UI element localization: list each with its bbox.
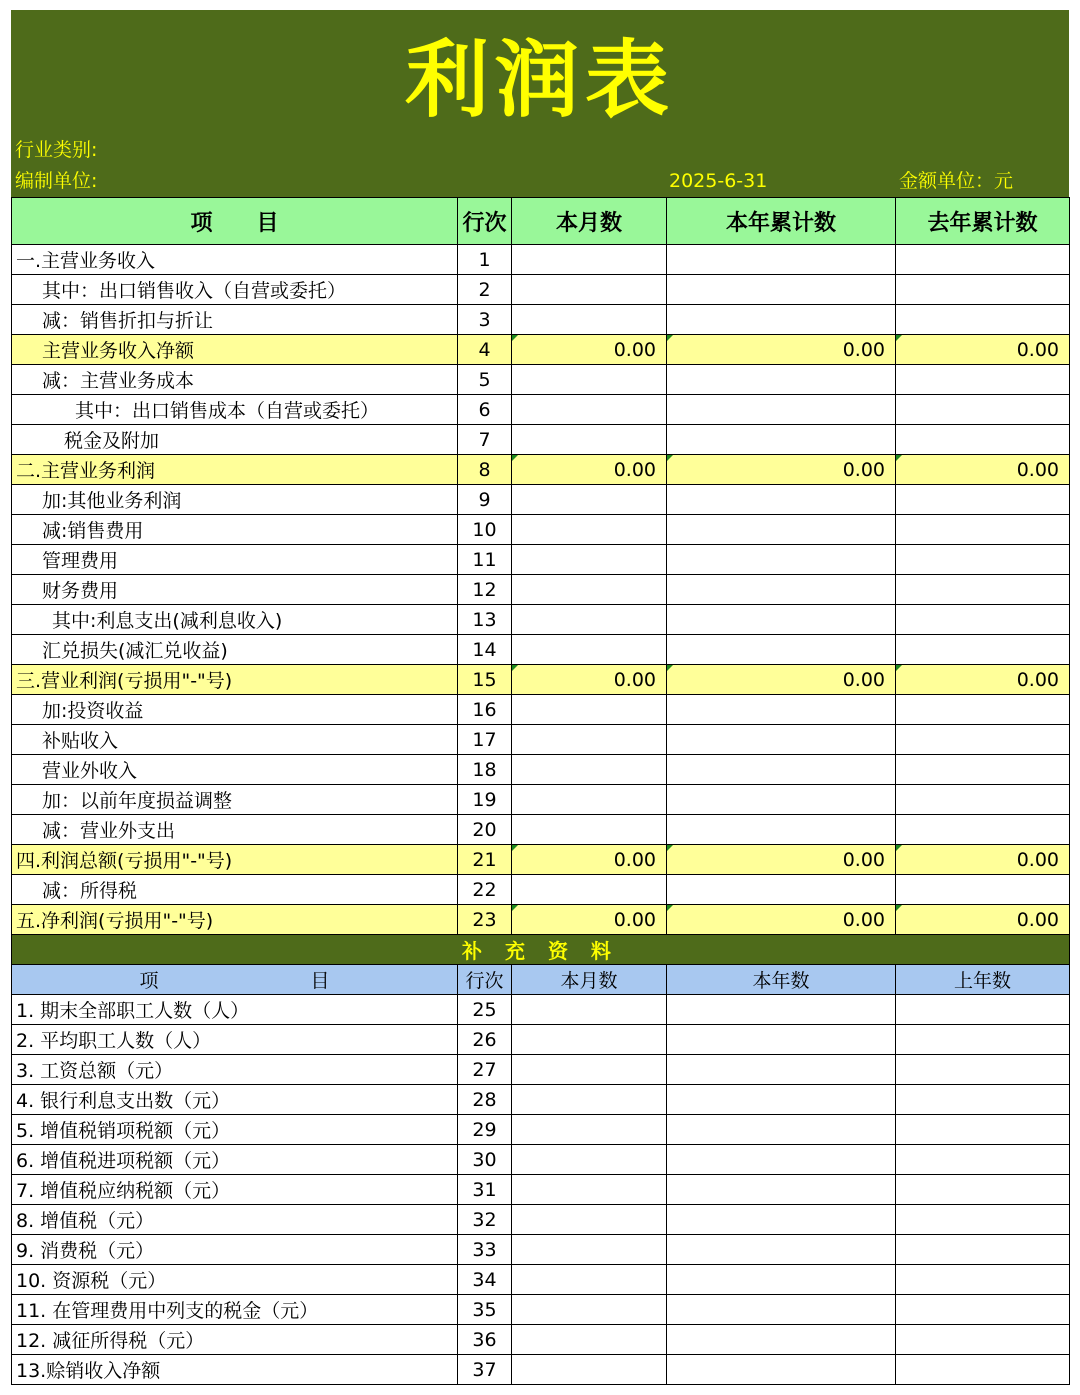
last-year-cell[interactable] — [896, 635, 1070, 665]
item-cell[interactable]: 加：以前年度损益调整 — [12, 785, 458, 815]
supp-this-month-cell[interactable] — [512, 1265, 667, 1295]
supp-item-cell[interactable]: 5. 增值税销项税额（元） — [12, 1115, 458, 1145]
supp-row-no-cell[interactable]: 33 — [458, 1235, 512, 1265]
item-cell[interactable]: 三.营业利润(亏损用"-"号) — [12, 665, 458, 695]
this-month-cell[interactable] — [512, 695, 667, 725]
supp-this-month-cell[interactable] — [512, 1055, 667, 1085]
supp-item-cell[interactable]: 11. 在管理费用中列支的税金（元） — [12, 1295, 458, 1325]
item-cell[interactable]: 税金及附加 — [12, 425, 458, 455]
this-month-cell[interactable] — [512, 485, 667, 515]
table-row — [12, 695, 1070, 725]
supp-item-cell[interactable]: 12. 减征所得税（元） — [12, 1325, 458, 1355]
last-year-cell[interactable] — [896, 245, 1070, 275]
supp-this-year-cell[interactable] — [667, 1055, 896, 1085]
supp-this-year-cell[interactable] — [667, 1205, 896, 1235]
supplement-row — [12, 995, 1070, 1025]
this-month-cell[interactable]: 0.00 — [512, 845, 667, 875]
supp-this-month-cell[interactable] — [512, 1205, 667, 1235]
supp-this-month-cell[interactable] — [512, 1295, 667, 1325]
table-row — [12, 455, 1070, 485]
ytd-cell[interactable] — [667, 395, 896, 425]
ytd-cell[interactable] — [667, 545, 896, 575]
last-year-cell[interactable] — [896, 875, 1070, 905]
supp-this-year-cell[interactable] — [667, 1265, 896, 1295]
item-cell[interactable]: 财务费用 — [12, 575, 458, 605]
table-row — [12, 305, 1070, 335]
ytd-cell[interactable]: 0.00 — [667, 905, 896, 935]
income-table — [11, 197, 1070, 1385]
ytd-cell[interactable] — [667, 275, 896, 305]
ytd-cell[interactable]: 0.00 — [667, 845, 896, 875]
ytd-cell[interactable]: 0.00 — [667, 455, 896, 485]
this-month-cell[interactable]: 0.00 — [512, 905, 667, 935]
supp-this-month-cell[interactable] — [512, 1115, 667, 1145]
supp-item-cell[interactable]: 7. 增值税应纳税额（元） — [12, 1175, 458, 1205]
header-item: 项 目 — [12, 198, 458, 245]
table-row — [12, 485, 1070, 515]
supp-header-last-year: 上年数 — [896, 965, 1070, 995]
this-month-cell[interactable] — [512, 755, 667, 785]
this-month-cell[interactable] — [512, 515, 667, 545]
this-month-cell[interactable]: 0.00 — [512, 335, 667, 365]
supp-item-cell[interactable]: 8. 增值税（元） — [12, 1205, 458, 1235]
row-no-cell[interactable]: 12 — [458, 575, 512, 605]
supp-last-year-cell[interactable] — [896, 1355, 1070, 1385]
this-month-cell[interactable]: 0.00 — [512, 665, 667, 695]
ytd-cell[interactable]: 0.00 — [667, 665, 896, 695]
supp-last-year-cell[interactable] — [896, 1265, 1070, 1295]
supp-row-no-cell[interactable]: 32 — [458, 1205, 512, 1235]
supp-this-month-cell[interactable] — [512, 1235, 667, 1265]
row-no-cell[interactable]: 14 — [458, 635, 512, 665]
ytd-cell[interactable] — [667, 245, 896, 275]
supplement-row — [12, 1085, 1070, 1115]
supplement-row — [12, 1355, 1070, 1385]
last-year-cell[interactable] — [896, 575, 1070, 605]
supp-this-month-cell[interactable] — [512, 1085, 667, 1115]
supp-this-year-cell[interactable] — [667, 1295, 896, 1325]
supplement-row — [12, 1115, 1070, 1145]
supplement-title: 补 充 资 料 — [12, 935, 1070, 965]
table-row — [12, 665, 1070, 695]
ytd-cell[interactable] — [667, 425, 896, 455]
supp-row-no-cell[interactable]: 27 — [458, 1055, 512, 1085]
last-year-cell[interactable]: 0.00 — [896, 455, 1070, 485]
supp-row-no-cell[interactable]: 29 — [458, 1115, 512, 1145]
supplement-row — [12, 1265, 1070, 1295]
supp-item-cell[interactable]: 4. 银行利息支出数（元） — [12, 1085, 458, 1115]
item-cell[interactable]: 其中：出口销售收入（自营或委托） — [12, 275, 458, 305]
item-cell[interactable]: 主营业务收入净额 — [12, 335, 458, 365]
supp-row-no-cell[interactable]: 25 — [458, 995, 512, 1025]
row-no-cell[interactable]: 5 — [458, 365, 512, 395]
supp-this-month-cell[interactable] — [512, 1325, 667, 1355]
table-row — [12, 755, 1070, 785]
header-this-month: 本月数 — [512, 198, 667, 245]
row-no-cell[interactable]: 7 — [458, 425, 512, 455]
last-year-cell[interactable] — [896, 305, 1070, 335]
row-no-cell[interactable]: 19 — [458, 785, 512, 815]
supp-last-year-cell[interactable] — [896, 1085, 1070, 1115]
supplement-row — [12, 1205, 1070, 1235]
item-cell[interactable]: 减：主营业务成本 — [12, 365, 458, 395]
report-date: 2025-6-31 — [669, 170, 768, 192]
header-last-year: 去年累计数 — [896, 198, 1070, 245]
row-no-cell[interactable]: 17 — [458, 725, 512, 755]
this-month-cell[interactable] — [512, 875, 667, 905]
this-month-cell[interactable] — [512, 245, 667, 275]
ytd-cell[interactable] — [667, 635, 896, 665]
industry-label: 行业类别: — [15, 139, 98, 161]
this-month-cell[interactable] — [512, 425, 667, 455]
supp-this-year-cell[interactable] — [667, 1325, 896, 1355]
supplement-row — [12, 1235, 1070, 1265]
this-month-cell[interactable] — [512, 395, 667, 425]
ytd-cell[interactable] — [667, 365, 896, 395]
item-cell[interactable]: 营业外收入 — [12, 755, 458, 785]
supplement-row — [12, 1325, 1070, 1355]
last-year-cell[interactable] — [896, 725, 1070, 755]
supp-this-month-cell[interactable] — [512, 1175, 667, 1205]
item-cell[interactable]: 汇兑损失(减汇兑收益) — [12, 635, 458, 665]
header-ytd: 本年累计数 — [667, 198, 896, 245]
supp-item-cell[interactable]: 6. 增值税进项税额（元） — [12, 1145, 458, 1175]
row-no-cell[interactable]: 23 — [458, 905, 512, 935]
last-year-cell[interactable] — [896, 545, 1070, 575]
row-no-cell[interactable]: 18 — [458, 755, 512, 785]
last-year-cell[interactable] — [896, 785, 1070, 815]
ytd-cell[interactable] — [667, 695, 896, 725]
supp-this-month-cell[interactable] — [512, 1355, 667, 1385]
supp-this-year-cell[interactable] — [667, 1145, 896, 1175]
ytd-cell[interactable] — [667, 875, 896, 905]
table-row — [12, 515, 1070, 545]
table-header-row — [12, 198, 1070, 245]
supplement-row — [12, 1145, 1070, 1175]
this-month-cell[interactable] — [512, 635, 667, 665]
table-row — [12, 575, 1070, 605]
supp-item-cell[interactable]: 13.赊销收入净额 — [12, 1355, 458, 1385]
supp-row-no-cell[interactable]: 37 — [458, 1355, 512, 1385]
table-row — [12, 635, 1070, 665]
ytd-cell[interactable] — [667, 755, 896, 785]
row-no-cell[interactable]: 10 — [458, 515, 512, 545]
row-no-cell[interactable]: 8 — [458, 455, 512, 485]
supp-row-no-cell[interactable]: 26 — [458, 1025, 512, 1055]
supp-last-year-cell[interactable] — [896, 1145, 1070, 1175]
supp-last-year-cell[interactable] — [896, 1115, 1070, 1145]
supp-last-year-cell[interactable] — [896, 1025, 1070, 1055]
supp-header-item: 项 目 — [12, 965, 458, 995]
row-no-cell[interactable]: 20 — [458, 815, 512, 845]
last-year-cell[interactable]: 0.00 — [896, 845, 1070, 875]
last-year-cell[interactable] — [896, 605, 1070, 635]
ytd-cell[interactable] — [667, 785, 896, 815]
last-year-cell[interactable] — [896, 275, 1070, 305]
supp-this-year-cell[interactable] — [667, 1085, 896, 1115]
supp-item-cell[interactable]: 2. 平均职工人数（人） — [12, 1025, 458, 1055]
supp-this-year-cell[interactable] — [667, 1025, 896, 1055]
this-month-cell[interactable] — [512, 305, 667, 335]
last-year-cell[interactable] — [896, 485, 1070, 515]
row-no-cell[interactable]: 3 — [458, 305, 512, 335]
row-no-cell[interactable]: 1 — [458, 245, 512, 275]
supp-this-year-cell[interactable] — [667, 995, 896, 1025]
ytd-cell[interactable]: 0.00 — [667, 335, 896, 365]
table-row — [12, 335, 1070, 365]
item-cell[interactable]: 一.主营业务收入 — [12, 245, 458, 275]
table-row — [12, 905, 1070, 935]
this-month-cell[interactable]: 0.00 — [512, 455, 667, 485]
header-row-no: 行次 — [458, 198, 512, 245]
supp-last-year-cell[interactable] — [896, 1325, 1070, 1355]
item-cell[interactable]: 其中：出口销售成本（自营或委托） — [12, 395, 458, 425]
item-cell[interactable]: 其中:利息支出(减利息收入) — [12, 605, 458, 635]
item-cell[interactable]: 加:其他业务利润 — [12, 485, 458, 515]
this-month-cell[interactable] — [512, 545, 667, 575]
supp-row-no-cell[interactable]: 28 — [458, 1085, 512, 1115]
last-year-cell[interactable] — [896, 395, 1070, 425]
supp-item-cell[interactable]: 1. 期末全部职工人数（人） — [12, 995, 458, 1025]
last-year-cell[interactable] — [896, 755, 1070, 785]
income-statement-sheet — [11, 10, 1069, 1385]
row-no-cell[interactable]: 15 — [458, 665, 512, 695]
item-cell[interactable]: 四.利润总额(亏损用"-"号) — [12, 845, 458, 875]
item-cell[interactable]: 补贴收入 — [12, 725, 458, 755]
supp-item-cell[interactable]: 10. 资源税（元） — [12, 1265, 458, 1295]
row-no-cell[interactable]: 9 — [458, 485, 512, 515]
supplement-header-row — [12, 965, 1070, 995]
this-month-cell[interactable] — [512, 725, 667, 755]
table-row — [12, 275, 1070, 305]
item-cell[interactable]: 减：销售折扣与折让 — [12, 305, 458, 335]
supplement-row — [12, 1055, 1070, 1085]
row-no-cell[interactable]: 4 — [458, 335, 512, 365]
this-month-cell[interactable] — [512, 605, 667, 635]
last-year-cell[interactable]: 0.00 — [896, 665, 1070, 695]
this-month-cell[interactable] — [512, 785, 667, 815]
supp-this-year-cell[interactable] — [667, 1235, 896, 1265]
item-cell[interactable]: 二.主营业务利润 — [12, 455, 458, 485]
last-year-cell[interactable] — [896, 515, 1070, 545]
supp-this-year-cell[interactable] — [667, 1355, 896, 1385]
supplement-title-row — [12, 935, 1070, 965]
supp-last-year-cell[interactable] — [896, 1205, 1070, 1235]
this-month-cell[interactable] — [512, 575, 667, 605]
last-year-cell[interactable]: 0.00 — [896, 905, 1070, 935]
supp-item-cell[interactable]: 3. 工资总额（元） — [12, 1055, 458, 1085]
table-row — [12, 725, 1070, 755]
table-row — [12, 425, 1070, 455]
supp-row-no-cell[interactable]: 35 — [458, 1295, 512, 1325]
supplement-row — [12, 1295, 1070, 1325]
this-month-cell[interactable] — [512, 815, 667, 845]
supp-header-row-no: 行次 — [458, 965, 512, 995]
sheet-title: 利润表 — [404, 31, 675, 129]
supplement-row — [12, 1025, 1070, 1055]
supp-row-no-cell[interactable]: 31 — [458, 1175, 512, 1205]
this-month-cell[interactable] — [512, 365, 667, 395]
item-cell[interactable]: 加:投资收益 — [12, 695, 458, 725]
supp-row-no-cell[interactable]: 34 — [458, 1265, 512, 1295]
last-year-cell[interactable]: 0.00 — [896, 335, 1070, 365]
table-row — [12, 245, 1070, 275]
row-no-cell[interactable]: 6 — [458, 395, 512, 425]
row-no-cell[interactable]: 13 — [458, 605, 512, 635]
supp-this-month-cell[interactable] — [512, 1025, 667, 1055]
ytd-cell[interactable] — [667, 305, 896, 335]
item-cell[interactable]: 减:销售费用 — [12, 515, 458, 545]
supp-item-cell[interactable]: 9. 消费税（元） — [12, 1235, 458, 1265]
ytd-cell[interactable] — [667, 725, 896, 755]
row-no-cell[interactable]: 16 — [458, 695, 512, 725]
supp-header-this-year: 本年数 — [667, 965, 896, 995]
table-row — [12, 845, 1070, 875]
supp-header-this-month: 本月数 — [512, 965, 667, 995]
ytd-cell[interactable] — [667, 485, 896, 515]
supp-last-year-cell[interactable] — [896, 995, 1070, 1025]
supplement-row — [12, 1175, 1070, 1205]
table-row — [12, 605, 1070, 635]
row-no-cell[interactable]: 21 — [458, 845, 512, 875]
last-year-cell[interactable] — [896, 695, 1070, 725]
item-cell[interactable]: 管理费用 — [12, 545, 458, 575]
ytd-cell[interactable] — [667, 575, 896, 605]
supp-this-month-cell[interactable] — [512, 1145, 667, 1175]
supp-this-month-cell[interactable] — [512, 995, 667, 1025]
row-no-cell[interactable]: 22 — [458, 875, 512, 905]
table-row — [12, 545, 1070, 575]
supp-last-year-cell[interactable] — [896, 1175, 1070, 1205]
item-cell[interactable]: 减：营业外支出 — [12, 815, 458, 845]
supp-this-year-cell[interactable] — [667, 1175, 896, 1205]
supp-row-no-cell[interactable]: 36 — [458, 1325, 512, 1355]
item-cell[interactable]: 减：所得税 — [12, 875, 458, 905]
ytd-cell[interactable] — [667, 515, 896, 545]
table-row — [12, 395, 1070, 425]
currency-label: 金额单位：元 — [899, 170, 1014, 192]
last-year-cell[interactable] — [896, 425, 1070, 455]
ytd-cell[interactable] — [667, 605, 896, 635]
item-cell[interactable]: 五.净利润(亏损用"-"号) — [12, 905, 458, 935]
last-year-cell[interactable] — [896, 365, 1070, 395]
table-row — [12, 365, 1070, 395]
title-banner — [11, 10, 1069, 197]
this-month-cell[interactable] — [512, 275, 667, 305]
row-no-cell[interactable]: 11 — [458, 545, 512, 575]
supp-last-year-cell[interactable] — [896, 1055, 1070, 1085]
supp-this-year-cell[interactable] — [667, 1115, 896, 1145]
supp-row-no-cell[interactable]: 30 — [458, 1145, 512, 1175]
supp-last-year-cell[interactable] — [896, 1295, 1070, 1325]
supp-last-year-cell[interactable] — [896, 1235, 1070, 1265]
ytd-cell[interactable] — [667, 815, 896, 845]
unit-label: 编制单位: — [15, 170, 98, 192]
table-row — [12, 875, 1070, 905]
table-row — [12, 785, 1070, 815]
last-year-cell[interactable] — [896, 815, 1070, 845]
row-no-cell[interactable]: 2 — [458, 275, 512, 305]
table-row — [12, 815, 1070, 845]
